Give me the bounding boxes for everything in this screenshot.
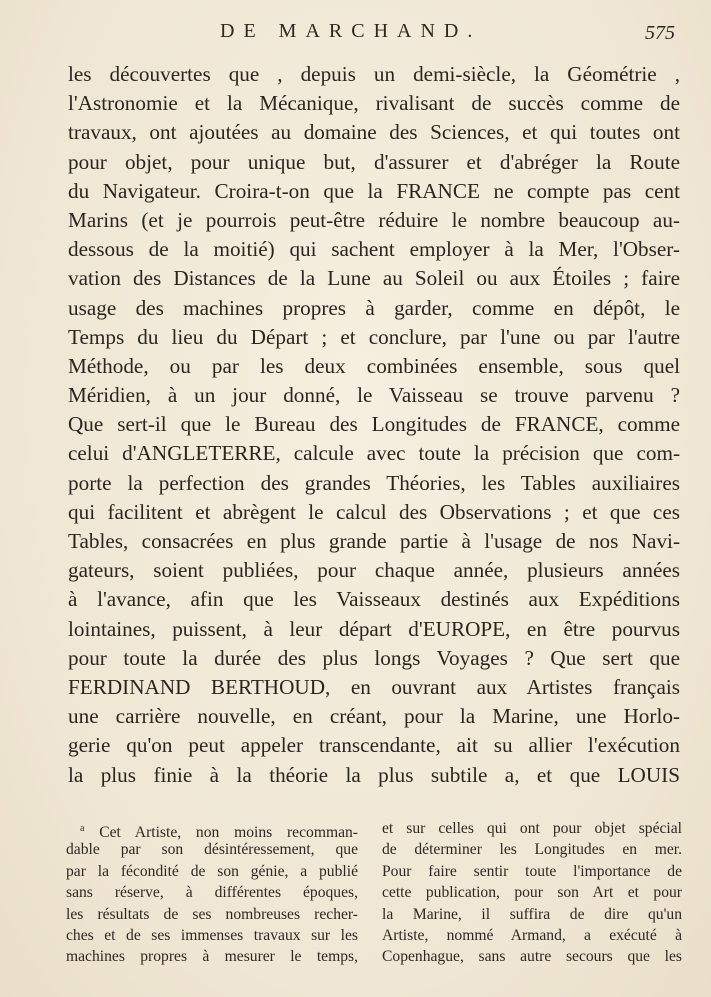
body-line: Tables, consacrées en plus grande partie à l'usage de nos Navi-: [68, 529, 680, 553]
body-line: à l'avance, afin que les Vaisseaux destinés aux Expéditions: [68, 587, 680, 612]
footnote-line: sans réserve, à différentes époques,: [66, 884, 358, 902]
footnote-line: de déterminer les Longitudes en mer.: [382, 841, 682, 859]
body-line: pour objet, pour unique but, d'assurer et d'abréger la Route: [68, 149, 680, 174]
body-text: [68, 60, 680, 790]
footnote-line: ches et de ses immenses travaux sur les: [66, 926, 358, 944]
body-line: Méridien, à un jour donné, le Vaisseau se trouve parvenu ?: [68, 383, 680, 408]
body-line: pour toute la durée des plus longs Voyages ? Que sert que: [68, 645, 680, 670]
footnote-line: [66, 818, 358, 839]
body-line: Marins (et je pourrois peut-être réduire le nombre beaucoup au-: [68, 207, 680, 232]
body-line: Méthode, ou par les deux combinées ensemble, sous quel: [68, 353, 680, 378]
footnote-line: les résultats de ses nombreuses recher-: [66, 905, 358, 923]
footnote-line: Copenhague, sans autre secours que les: [382, 948, 682, 966]
footnote-line: machines propres à mesurer le temps,: [66, 948, 358, 966]
footnote-column-left: [66, 818, 358, 968]
page-number: 575: [645, 22, 675, 44]
body-line: une carrière nouvelle, en créant, pour la Marine, une Horlo-: [68, 704, 680, 729]
body-line: celui d'ANGLETERRE, calcule avec toute la précision que com-: [68, 441, 680, 466]
footnote-column-right: [382, 818, 682, 968]
body-line: Temps du lieu du Départ ; et conclure, par l'une ou par l'autre: [68, 324, 680, 349]
running-head: [0, 20, 711, 48]
footnote-line: dable par son désintéressement, que: [66, 841, 358, 859]
body-line: usage des machines propres à garder, comme en dépôt, le: [68, 295, 680, 320]
body-line: gerie qu'on peut appeler transcendante, ait su allier l'exécution: [68, 733, 680, 758]
footnotes: [66, 818, 686, 988]
body-line: porte la perfection des grandes Théories, les Tables auxiliaires: [68, 470, 680, 495]
footnote-line: et sur celles qui ont pour objet spécial: [382, 820, 682, 837]
body-line: l'Astronomie et la Mécanique, rivalisant de succès comme de: [68, 91, 680, 116]
footnote-line: cette publication, pour son Art et pour: [382, 884, 682, 902]
body-line: qui facilitent et abrègent le calcul des Observations ; et que ces: [68, 499, 680, 524]
body-line: du Navigateur. Croira-t-on que la FRANCE ne compte pas cent: [68, 178, 680, 203]
body-line: travaux, ont ajoutées au domaine des Sciences, et qui toutes ont: [68, 120, 680, 145]
body-line: gateurs, soient publiées, pour chaque année, plusieurs années: [68, 558, 680, 583]
footnote-text: Cet Artiste, non moins recomman-: [99, 824, 358, 841]
footnote-marker: a: [80, 823, 85, 834]
footnote-line: par la fécondité de son génie, a publié: [66, 862, 358, 880]
footnote-line: Artiste, nommé Armand, a exécuté à: [382, 926, 682, 944]
footnote-line: Pour faire sentir toute l'importance de: [382, 862, 682, 880]
body-line: lointaines, puissent, à leur départ d'EUROPE, en être pourvus: [68, 616, 680, 641]
footnote-line: la Marine, il suffira de dire qu'un: [382, 905, 682, 923]
body-line: vation des Distances de la Lune au Soleil ou aux Étoiles ; faire: [68, 266, 680, 291]
body-line: les découvertes que , depuis un demi-siècle, la Géométrie ,: [68, 62, 680, 86]
body-line: Que sert-il que le Bureau des Longitudes de FRANCE, comme: [68, 412, 680, 437]
body-line: FERDINAND BERTHOUD, en ouvrant aux Artistes français: [68, 674, 680, 699]
body-line: dessous de la moitié) qui sachent employer à la Mer, l'Obser-: [68, 237, 680, 262]
running-title: DE MARCHAND.: [220, 20, 482, 42]
body-line: la plus finie à la théorie la plus subtile a, et que LOUIS: [68, 762, 680, 787]
